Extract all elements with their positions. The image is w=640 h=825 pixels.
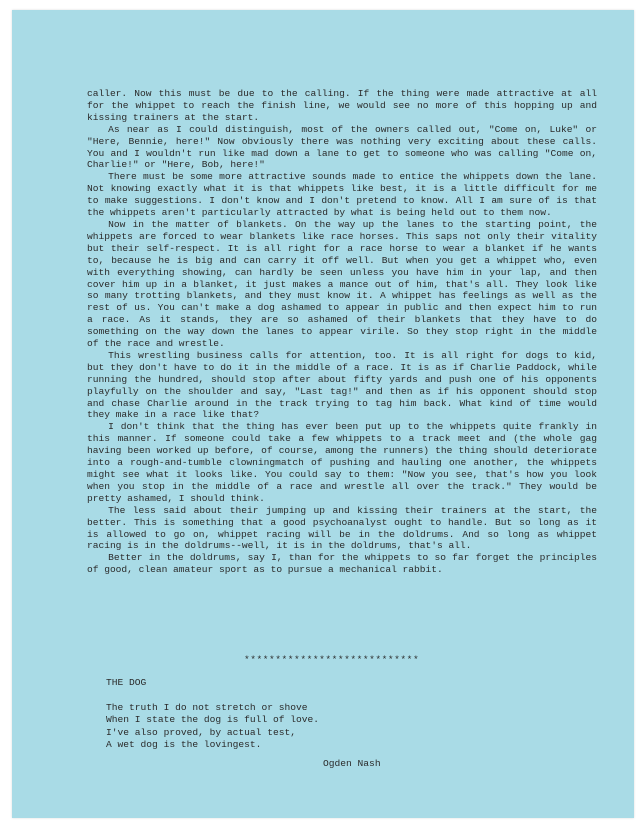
poem-line-2: When I state the dog is full of love. bbox=[106, 714, 320, 726]
paragraph-1: caller. Now this must be due to the calling. If the thing were made attractive at all for the whippet to reach the finish line, we would see no more of this hopping up and kissing trainers at the start. bbox=[87, 88, 597, 123]
poem-line-1: The truth I do not stretch or shove bbox=[106, 702, 308, 713]
paragraph-8: Better in the doldrums, say I, than for the whippets to so far forget the principles of good, clean amateur sport as to pursue a mechanical rabbit. bbox=[87, 552, 597, 576]
poem-line-4: A wet dog is the lovingest. bbox=[106, 739, 262, 751]
poem-line-3: I've also proved, by actual test, bbox=[106, 726, 296, 738]
paragraph-6: I don't think that the thing has ever been put up to the whippets quite frankly in this manner. If someone could take a few whippets to a track meet and (the whole gag having been worked up before, of course, among the runners) the thing should deteriorate into a rough-and-tumble clowningmatch of pushing and hauling one another, the whippets might see what it looks like. You could say to them: "Now you see, that's how you look when you stop in the middle of a race and wrestle all over the track." They would be pretty ashamed, I should think. bbox=[87, 421, 597, 504]
poem-body bbox=[106, 702, 319, 752]
poem-title: THE DOG bbox=[106, 677, 147, 688]
poem-author: Ogden Nash bbox=[323, 758, 381, 769]
paragraph-3: There must be some more attractive sounds made to entice the whippets down the lane. Not knowing exactly what it is that whippets like best, it is a little difficult for me to make suggestions. I don't know and I don't pretend to know. All I am sure of is that the whippets aren't particularly attracted by what is being held out to them now. bbox=[87, 171, 597, 219]
paragraph-5: This wrestling business calls for attention, too. It is all right for dogs to kid, but they don't have to do it in the middle of a race. It is as if Charlie Paddock, while running the hundred, should stop after about fifty yards and push one of his opponents playfully on the shoulder and say, "Last tag!" and then as if his opponent should stop and chase Charlie around in the track trying to tag him back. What kind of time would they make in a race like that? bbox=[87, 349, 597, 421]
paragraph-2: As near as I could distinguish, most of the owners called out, "Come on, Luke" or "Here, Bennie, here!" Now obviously there was nothing very exciting about these calls. You and I wouldn't run like mad down a lane to get to someone who was calling "Come on, Charlie!" or "Here, Bob, here!" bbox=[87, 123, 597, 171]
paragraph-4: Now in the matter of blankets. On the way up the lanes to the starting point, the whippets are forced to wear blankets like race horses. This saps not only their vitality but their self-respect. It is all right for a race horse to wear a blanket if he wants to, because he is big and can carry it off well. But when you get a whippet who, even with everything showing, can hardly be seen unless you have him in your lap, and then cover him up in a blanket, it just makes a mance out of him, that's all. They look like so many trotting blankets, and they must know it. A whippet has feelings as well as the rest of us. You can't make a dog ashamed to appear in public and then expect him to run a race. As it stands, they are so ashamed of their blankets that they have to do something on the way down the lanes to appear virile. So they stop right in the middle of the race and wrestle. bbox=[87, 218, 597, 350]
section-separator: **************************** bbox=[244, 654, 420, 665]
paragraph-7: The less said about their jumping up and kissing their trainers at the start, the better. This is something that a good psychoanalyst ought to handle. But so long as it is allowed to go on, whippet racing will be in the doldrums. And so long as whippet racing is in the doldrums--well, it is in the doldrums, that's all. bbox=[87, 504, 597, 552]
article-body bbox=[87, 88, 597, 576]
paper-sheet bbox=[12, 10, 634, 818]
